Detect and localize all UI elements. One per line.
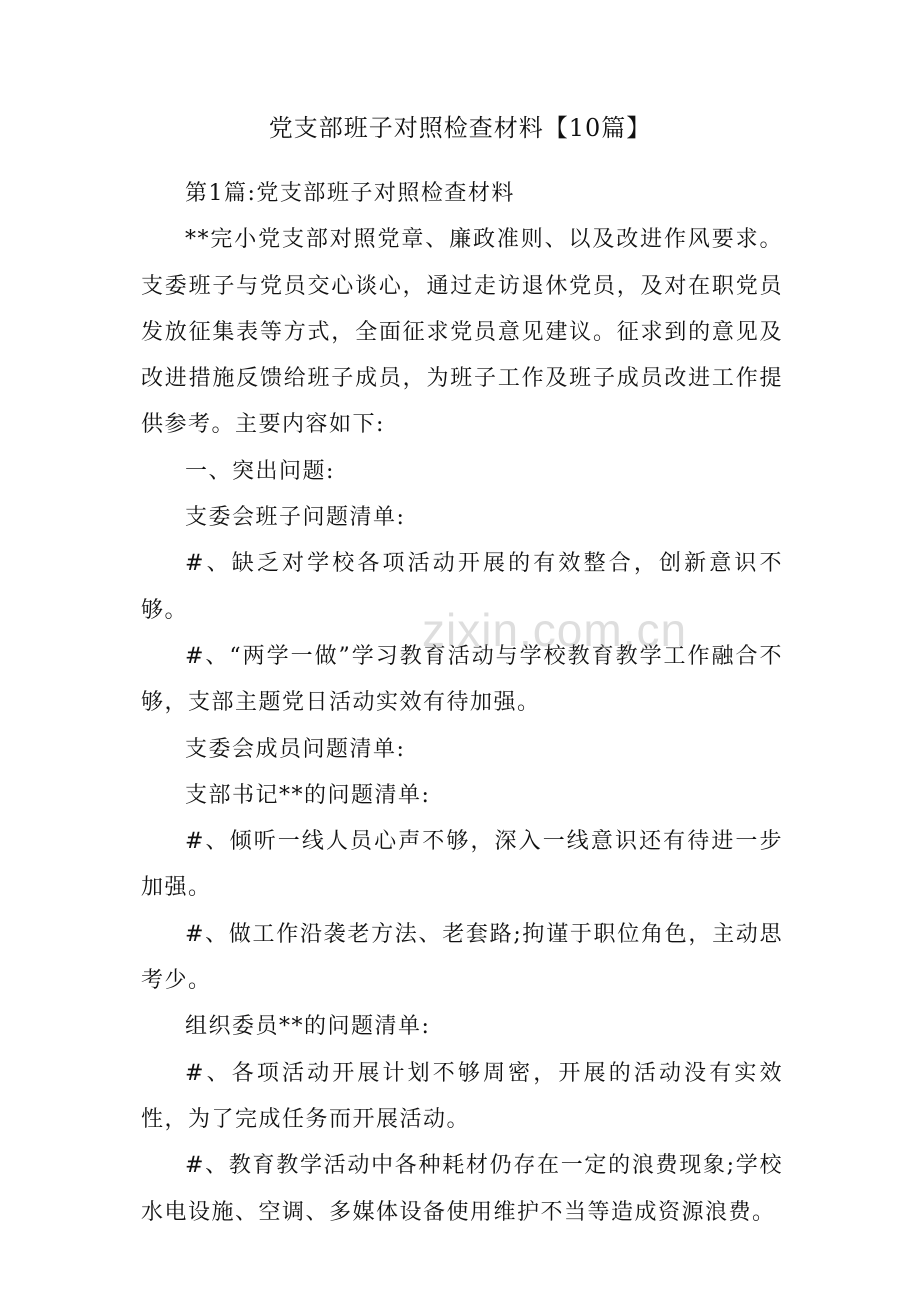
document-body — [141, 171, 783, 1236]
subheading-committee-list: 支委会班子问题清单: — [185, 505, 406, 531]
section-heading: 第1篇:党支部班子对照检查材料 — [185, 181, 515, 206]
watermark-text: zixin.com.cn — [422, 604, 688, 656]
subheading-member-list: 支委会成员问题清单: — [185, 736, 406, 762]
subheading-problems: 一、突出问题: — [185, 458, 335, 484]
list-item: #、各项活动开展计划不够周密，开展的活动没有实效性，为了完成任务而开展活动。 — [141, 1060, 783, 1132]
subheading-secretary-list: 支部书记**的问题清单: — [185, 782, 431, 808]
list-item: #、“两学一做”学习教育活动与学校教育教学工作融合不够，支部主题党日活动实效有待加强。 — [141, 643, 783, 716]
list-item: #、教育教学活动中各种耗材仍存在一定的浪费现象;学校水电设施、空调、多媒体设备使用维护不当等造成资源浪费。 — [141, 1153, 783, 1225]
intro-paragraph: **完小党支部对照党章、廉政准则、以及改进作风要求。支委班子与党员交心谈心，通过走访退休党员，及对在职党员发放征集表等方式，全面征求党员意见建议。征求到的意见及改进措施反馈给班子成员，为班子工作及班子成员改进工作提供参考。主要内容如下: — [141, 227, 783, 438]
document-title: 党支部班子对照检查材料【10篇】 — [268, 114, 652, 142]
list-item: #、缺乏对学校各项活动开展的有效整合，创新意识不够。 — [141, 551, 783, 623]
list-item: #、做工作沿袭老方法、老套路;拘谨于职位角色，主动思考少。 — [141, 921, 783, 994]
subheading-organization-list: 组织委员**的问题清单: — [185, 1014, 431, 1040]
list-item: #、倾听一线人员心声不够，深入一线意识还有待进一步加强。 — [141, 829, 783, 901]
